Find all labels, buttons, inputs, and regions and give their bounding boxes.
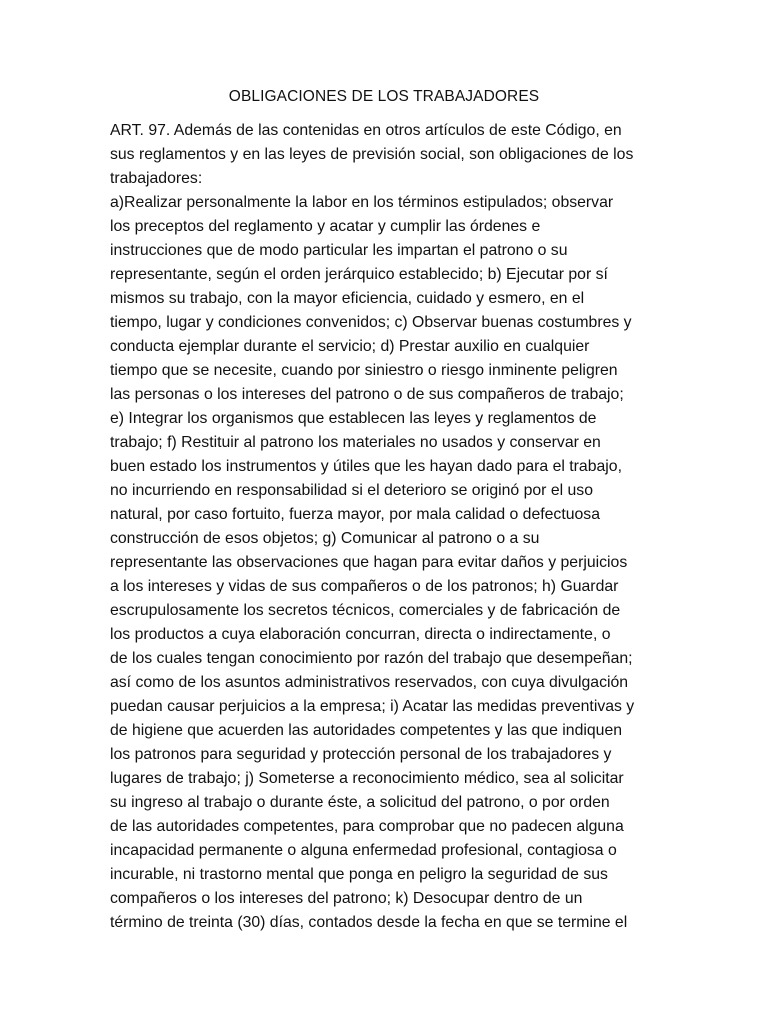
text-line: los preceptos del reglamento y acatar y cumplir las órdenes e [110, 218, 541, 235]
text-line: así como de los asuntos administrativos reservados, con cuya divulgación [110, 674, 629, 691]
text-line: a)Realizar personalmente la labor en los términos estipulados; observar [110, 194, 614, 211]
text-line: término de treinta (30) días, contados desde la fecha en que se termine el [110, 914, 628, 931]
text-line: de los cuales tengan conocimiento por razón del trabajo que desempeñan; [110, 650, 633, 667]
text-line: instrucciones que de modo particular les impartan el patrono o su [110, 242, 568, 259]
text-line: puedan causar perjuicios a la empresa; i) Acatar las medidas preventivas y [110, 698, 635, 715]
text-line: representante las observaciones que hagan para evitar daños y perjuicios [110, 554, 628, 571]
text-line: las personas o los intereses del patrono o de sus compañeros de trabajo; [110, 386, 624, 403]
text-line: trabajadores: [110, 170, 203, 187]
text-line: conducta ejemplar durante el servicio; d) Prestar auxilio en cualquier [110, 338, 590, 355]
text-line: ART. 97. Además de las contenidas en otros artículos de este Código, en [110, 122, 622, 139]
text-line: natural, por caso fortuito, fuerza mayor, por mala calidad o defectuosa [110, 506, 600, 523]
text-line: de higiene que acuerden las autoridades competentes y las que indiquen [110, 722, 623, 739]
text-line: de las autoridades competentes, para comprobar que no padecen alguna [110, 818, 624, 835]
text-line: construcción de esos objetos; g) Comunicar al patrono o a su [110, 530, 540, 547]
text-line: escrupulosamente los secretos técnicos, comerciales y de fabricación de [110, 602, 621, 619]
text-line: tiempo que se necesite, cuando por siniestro o riesgo inminente peligren [110, 362, 618, 379]
text-line: sus reglamentos y en las leyes de previsión social, son obligaciones de los [110, 146, 634, 163]
text-line: representante, según el orden jerárquico establecido; b) Ejecutar por sí [110, 266, 608, 283]
text-line: mismos su trabajo, con la mayor eficiencia, cuidado y esmero, en el [110, 290, 585, 307]
text-line: lugares de trabajo; j) Someterse a reconocimiento médico, sea al solicitar [110, 770, 624, 787]
text-line: incurable, ni trastorno mental que ponga en peligro la seguridad de sus [110, 866, 608, 883]
article-body [110, 119, 670, 935]
text-line: no incurriendo en responsabilidad si el deterioro se originó por el uso [110, 482, 593, 499]
text-line: su ingreso al trabajo o durante éste, a solicitud del patrono, o por orden [110, 794, 610, 811]
text-line: e) Integrar los organismos que establecen las leyes y reglamentos de [110, 410, 597, 427]
text-line: tiempo, lugar y condiciones convenidos; c) Observar buenas costumbres y [110, 314, 632, 331]
text-line: los productos a cuya elaboración concurran, directa o indirectamente, o [110, 626, 611, 643]
text-line: compañeros o los intereses del patrono; k) Desocupar dentro de un [110, 890, 583, 907]
text-line: los patronos para seguridad y protección personal de los trabajadores y [110, 746, 612, 763]
page-title: OBLIGACIONES DE LOS TRABAJADORES [228, 88, 540, 105]
text-line: trabajo; f) Restituir al patrono los materiales no usados y conservar en [110, 434, 601, 451]
text-line: a los intereses y vidas de sus compañeros o de los patronos; h) Guardar [110, 578, 619, 595]
text-line: buen estado los instrumentos y útiles que les hayan dado para el trabajo, [110, 458, 622, 475]
text-line: incapacidad permanente o alguna enfermedad profesional, contagiosa o [110, 842, 617, 859]
